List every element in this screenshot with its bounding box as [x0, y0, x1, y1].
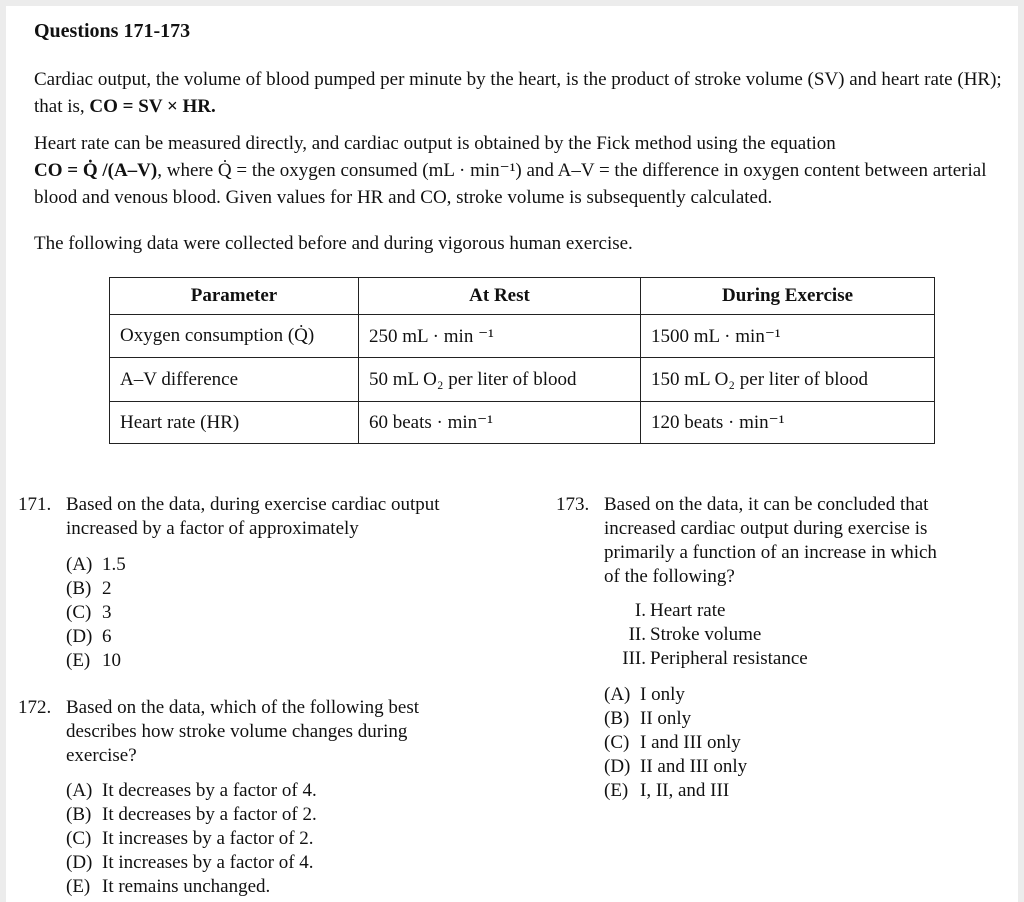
- answer-option[interactable]: [66, 876, 270, 898]
- table-cell: 120 beats · min⁻¹: [641, 402, 935, 444]
- table-cell: Heart rate (HR): [110, 402, 359, 444]
- option-label: (B): [66, 578, 92, 599]
- answer-option[interactable]: [604, 732, 741, 754]
- option-text: It decreases by a factor of 4.: [102, 780, 317, 801]
- question-text-line: of the following?: [604, 566, 735, 587]
- question-text-line: primarily a function of an increase in which: [604, 542, 937, 563]
- option-text: It increases by a factor of 4.: [102, 852, 314, 873]
- answer-option[interactable]: [604, 684, 685, 706]
- document-page: [6, 6, 1018, 902]
- option-text: I, II, and III: [640, 780, 730, 801]
- answer-option[interactable]: [66, 804, 317, 826]
- option-text: II only: [640, 708, 692, 729]
- question-number: 172.: [18, 697, 52, 718]
- table-row: [110, 315, 935, 358]
- option-label: (D): [66, 626, 93, 647]
- option-label: (A): [66, 780, 93, 801]
- p2-rest: , where Q̇ = the oxygen consumed (mL · min⁻¹) and A–V = the difference in oxygen content between arterial blood and venous blood. Given values for HR and CO, stroke volume is subsequently calculated.: [34, 160, 987, 208]
- questions-heading: Questions 171-173: [34, 20, 191, 42]
- question-number: 171.: [18, 494, 52, 515]
- table-cell: 250 mL · min ⁻¹: [359, 315, 641, 358]
- option-label: (C): [66, 828, 92, 849]
- answer-option[interactable]: [66, 554, 126, 576]
- p2-start: Heart rate can be measured directly, and cardiac output is obtained by the Fick method using the equation: [34, 133, 836, 154]
- option-text: II and III only: [640, 756, 748, 777]
- option-label: (C): [604, 732, 630, 753]
- option-text: 3: [102, 602, 112, 623]
- roman-item-text: Heart rate: [650, 600, 726, 621]
- answer-option[interactable]: [66, 602, 112, 624]
- option-label: (B): [66, 804, 92, 825]
- answer-option[interactable]: [66, 828, 314, 850]
- answer-option[interactable]: [604, 708, 691, 730]
- answer-option[interactable]: [66, 780, 317, 802]
- option-label: (E): [66, 876, 91, 897]
- option-text: It decreases by a factor of 2.: [102, 804, 317, 825]
- table-row: [110, 358, 935, 402]
- option-label: (E): [604, 780, 629, 801]
- roman-item-text: Stroke volume: [650, 624, 762, 645]
- option-label: (C): [66, 602, 92, 623]
- question-text-line: describes how stroke volume changes during: [66, 721, 408, 742]
- table-cell: 150 mL O₂ per liter of blood: [641, 358, 935, 402]
- roman-numeral: I.: [634, 600, 646, 621]
- answer-option[interactable]: [66, 578, 112, 600]
- table-cell: Oxygen consumption (Q̇): [110, 315, 359, 358]
- option-text: I only: [640, 684, 685, 705]
- fick-equation: CO = Q̇ /(A–V): [34, 160, 158, 181]
- option-label: (D): [66, 852, 93, 873]
- option-label: (E): [66, 650, 91, 671]
- question-text-line: exercise?: [66, 745, 137, 766]
- answer-option[interactable]: [66, 852, 314, 874]
- question-text-line: increased cardiac output during exercise is: [604, 518, 928, 539]
- answer-option[interactable]: [66, 650, 121, 672]
- table-cell: 50 mL O₂ per liter of blood: [359, 358, 641, 402]
- option-label: (A): [66, 554, 93, 575]
- answer-option[interactable]: [604, 756, 747, 778]
- option-text: It increases by a factor of 2.: [102, 828, 314, 849]
- table-header: At Rest: [359, 278, 641, 315]
- option-label: (A): [604, 684, 631, 705]
- option-label: (D): [604, 756, 631, 777]
- question-text-line: increased by a factor of approximately: [66, 518, 359, 539]
- cardiac-output-equation: CO = SV × HR.: [89, 96, 216, 117]
- option-text: 1.5: [102, 554, 126, 575]
- exercise-data-table: [109, 277, 935, 444]
- table-cell: 1500 mL · min⁻¹: [641, 315, 935, 358]
- option-text: It remains unchanged.: [102, 876, 271, 897]
- roman-numeral: III.: [622, 648, 646, 669]
- option-text: 10: [102, 650, 121, 671]
- question-number: 173.: [556, 494, 590, 515]
- question-text-line: Based on the data, which of the following best: [66, 697, 420, 718]
- answer-option[interactable]: [66, 626, 112, 648]
- table-cell: A–V difference: [110, 358, 359, 402]
- intro-paragraph-1: [34, 66, 1009, 120]
- answer-option[interactable]: [604, 780, 729, 802]
- p1-text: Cardiac output, the volume of blood pumped per minute by the heart, is the product of stroke volume (SV) and heart rate (HR); that is,: [34, 69, 1002, 117]
- option-label: (B): [604, 708, 630, 729]
- option-text: 6: [102, 626, 112, 647]
- table-header-row: [110, 278, 935, 315]
- table-header: During Exercise: [641, 278, 935, 315]
- question-text-line: Based on the data, it can be concluded that: [604, 494, 929, 515]
- roman-item-text: Peripheral resistance: [650, 648, 808, 669]
- intro-paragraph-3: The following data were collected before and during vigorous human exercise.: [34, 233, 633, 254]
- option-text: I and III only: [640, 732, 741, 753]
- question-text-line: Based on the data, during exercise cardiac output: [66, 494, 440, 515]
- intro-paragraph-2: [34, 130, 1009, 211]
- roman-numeral: II.: [628, 624, 646, 645]
- table-header: Parameter: [110, 278, 359, 315]
- table-cell: 60 beats · min⁻¹: [359, 402, 641, 444]
- table-row: [110, 402, 935, 444]
- option-text: 2: [102, 578, 112, 599]
